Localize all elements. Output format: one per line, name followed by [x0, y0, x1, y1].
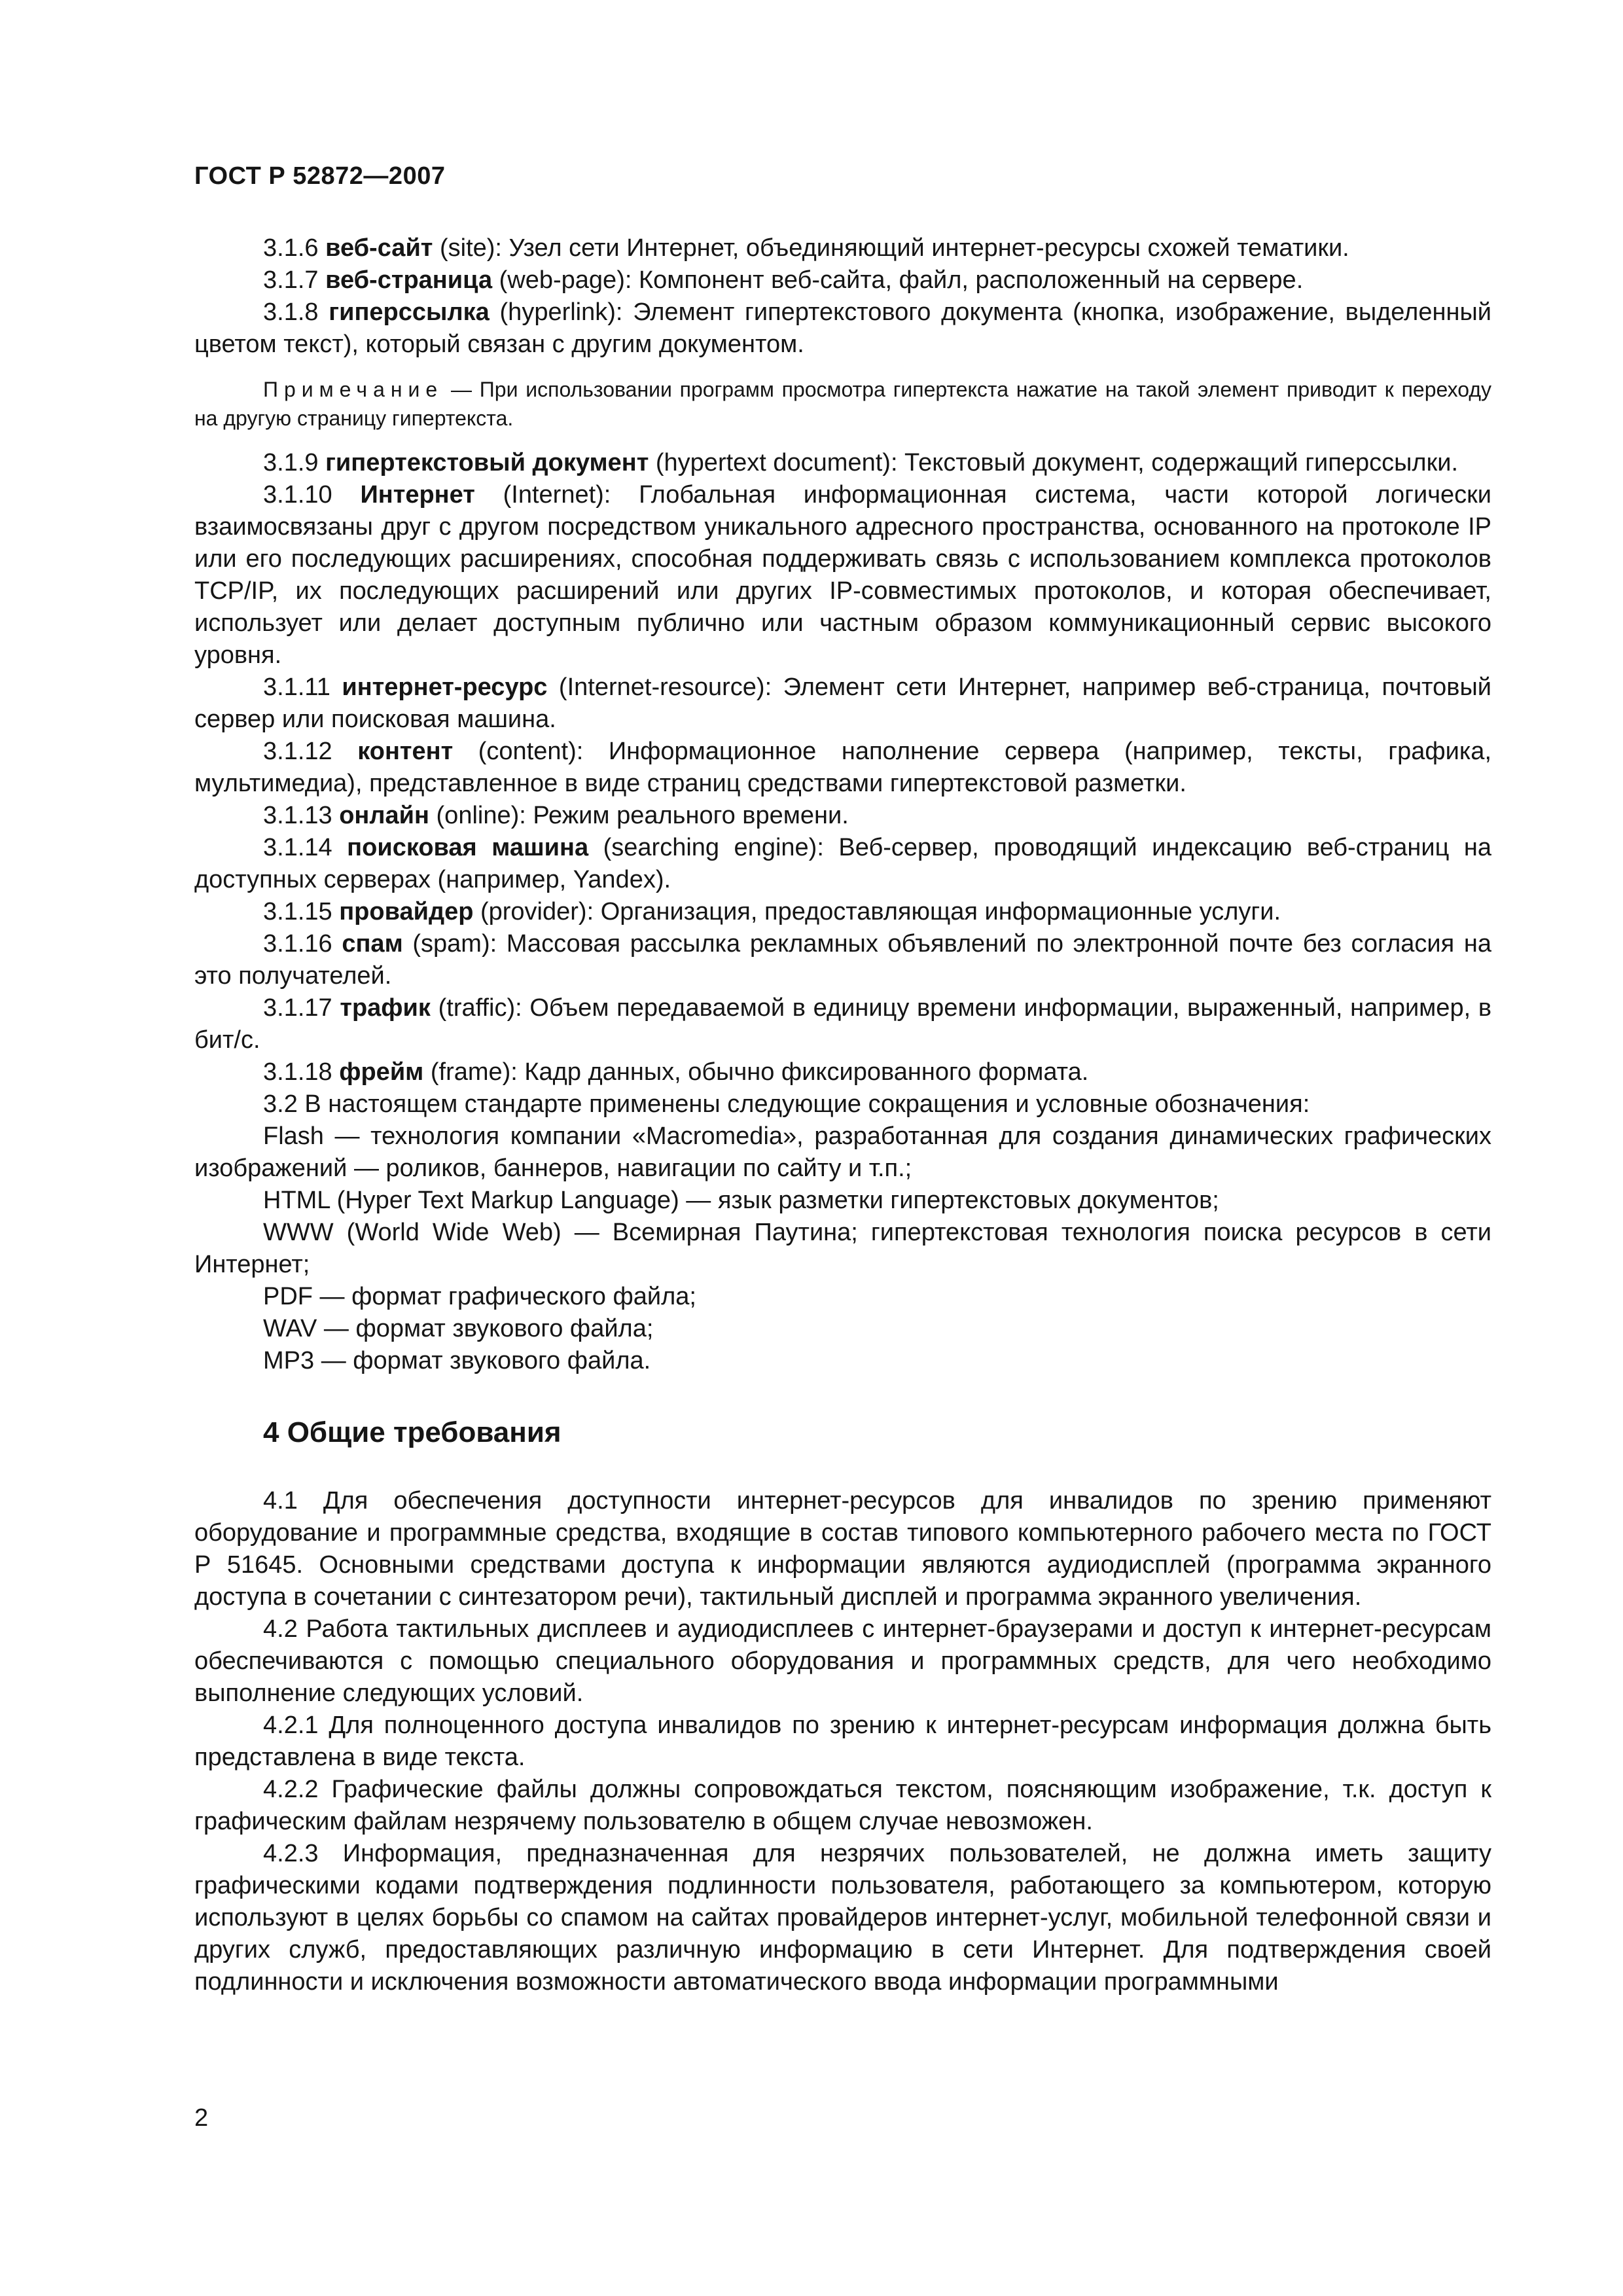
term-3-1-8: 3.1.8 гиперссылка (hyperlink): Элемент гипертекстового документа (кнопка, изображение, выделенный цветом текст), который связан с другим документом. [194, 298, 1491, 358]
term-3-1-10: 3.1.10 Интернет (Internet): Глобальная информационная система, части которой логически взаимосвязаны друг с другом посредством уникального адресного пространства, основанного на протоколе IP или его последующих расширениях, способная поддерживать связь с использованием комплекса протоколов TCP/IP, их последующих расширений или других IP-совместимых протоколов, и которая обеспечивает, использует или делает доступным публично или частным образом коммуникационный сервис высокого уровня. [194, 481, 1491, 669]
req-4-2-1: 4.2.1 Для полноценного доступа инвалидов по зрению к интернет-ресурсам информация должна быть представлена в виде текста. [194, 1712, 1491, 1771]
page-number: 2 [194, 2104, 209, 2132]
term-3-1-15: 3.1.15 провайдер (provider): Организация, предоставляющая информационные услуги. [263, 898, 1281, 925]
abbr-wav: WAV — формат звукового файла; [263, 1315, 654, 1342]
term-3-1-6: 3.1.6 веб-сайт (site): Узел сети Интернет, объединяющий интернет-ресурсы схожей тематики. [263, 234, 1349, 262]
req-4-2-3: 4.2.3 Информация, предназначенная для незрячих пользователей, не должна иметь защиту графическими кодами подтверждения подлинности пользователя, работающего за компьютером, которую используют в целях борьбы со спамом на сайтах провайдеров интернет-услуг, мобильной телефонной связи и других служб, предоставляющих различную информацию в сети Интернет. Для подтверждения своей подлинности и исключения возможности автоматического ввода информации программными [194, 1840, 1491, 1996]
req-4-2-2: 4.2.2 Графические файлы должны сопровождаться текстом, поясняющим изображение, т.к. доступ к графическим файлам незрячему пользователю в общем случае невозможен. [194, 1776, 1491, 1835]
term-3-1-13: 3.1.13 онлайн (online): Режим реального времени. [263, 802, 849, 829]
req-4-2: 4.2 Работа тактильных дисплеев и аудиодисплеев с интернет-браузерами и доступ к интернет-ресурсам обеспечиваются с помощью специального оборудования и программных средств, для чего необходимо выполнение следующих условий. [194, 1615, 1491, 1707]
term-3-1-18: 3.1.18 фрейм (frame): Кадр данных, обычно фиксированного формата. [263, 1058, 1089, 1086]
note-label: Примечание [263, 378, 444, 401]
abbr-www: WWW (World Wide Web) — Всемирная Паутина; гипертекстовая технология поиска ресурсов в сети Интернет; [194, 1219, 1491, 1278]
abbreviations-intro: 3.2 В настоящем стандарте применены следующие сокращения и условные обозначения: [263, 1090, 1310, 1118]
abbr-pdf: PDF — формат графического файла; [263, 1283, 696, 1310]
term-3-1-14: 3.1.14 поисковая машина (searching engine): Веб-сервер, проводящий индексацию веб-страниц на доступных серверах (например, Yandex). [194, 834, 1491, 893]
note-paragraph: Примечание — При использовании программ просмотра гипертекста нажатие на такой элемент приводит к переходу на другую страницу гипертекста. [194, 378, 1491, 430]
term-3-1-7: 3.1.7 веб-страница (web-page): Компонент веб-сайта, файл, расположенный на сервере. [263, 266, 1304, 294]
term-3-1-16: 3.1.16 спам (spam): Массовая рассылка рекламных объявлений по электронной почте без согласия на это получателей. [194, 930, 1491, 990]
abbr-html: HTML (Hyper Text Markup Language) — язык разметки гипертекстовых документов; [263, 1187, 1219, 1214]
abbr-mp3: MP3 — формат звукового файла. [263, 1347, 651, 1374]
section-4-heading: 4 Общие требования [263, 1416, 562, 1448]
document-body [194, 232, 1491, 1998]
term-3-1-11: 3.1.11 интернет-ресурс (Internet-resource): Элемент сети Интернет, например веб-страница, почтовый сервер или поисковая машина. [194, 673, 1491, 733]
term-3-1-17: 3.1.17 трафик (traffic): Объем передаваемой в единицу времени информации, выраженный, например, в бит/с. [194, 994, 1492, 1054]
abbr-flash: Flash — технология компании «Macromedia», разработанная для создания динамических графических изображений — роликов, баннеров, навигации по сайту и т.п.; [194, 1122, 1491, 1182]
term-3-1-12: 3.1.12 контент (content): Информационное наполнение сервера (например, тексты, графика, мультимедиа), представленное в виде страниц средствами гипертекстовой разметки. [194, 738, 1491, 797]
term-3-1-9: 3.1.9 гипертекстовый документ (hypertext document): Текстовый документ, содержащий гиперссылки. [263, 449, 1459, 476]
req-4-1: 4.1 Для обеспечения доступности интернет-ресурсов для инвалидов по зрению применяют оборудование и программные средства, входящие в состав типового компьютерного рабочего места по ГОСТ Р 51645. Основными средствами доступа к информации являются аудиодисплей (программа экранного доступа в сочетании с синтезатором речи), тактильный дисплей и программа экранного увеличения. [194, 1487, 1491, 1611]
document-code-header: ГОСТ Р 52872—2007 [194, 162, 446, 190]
